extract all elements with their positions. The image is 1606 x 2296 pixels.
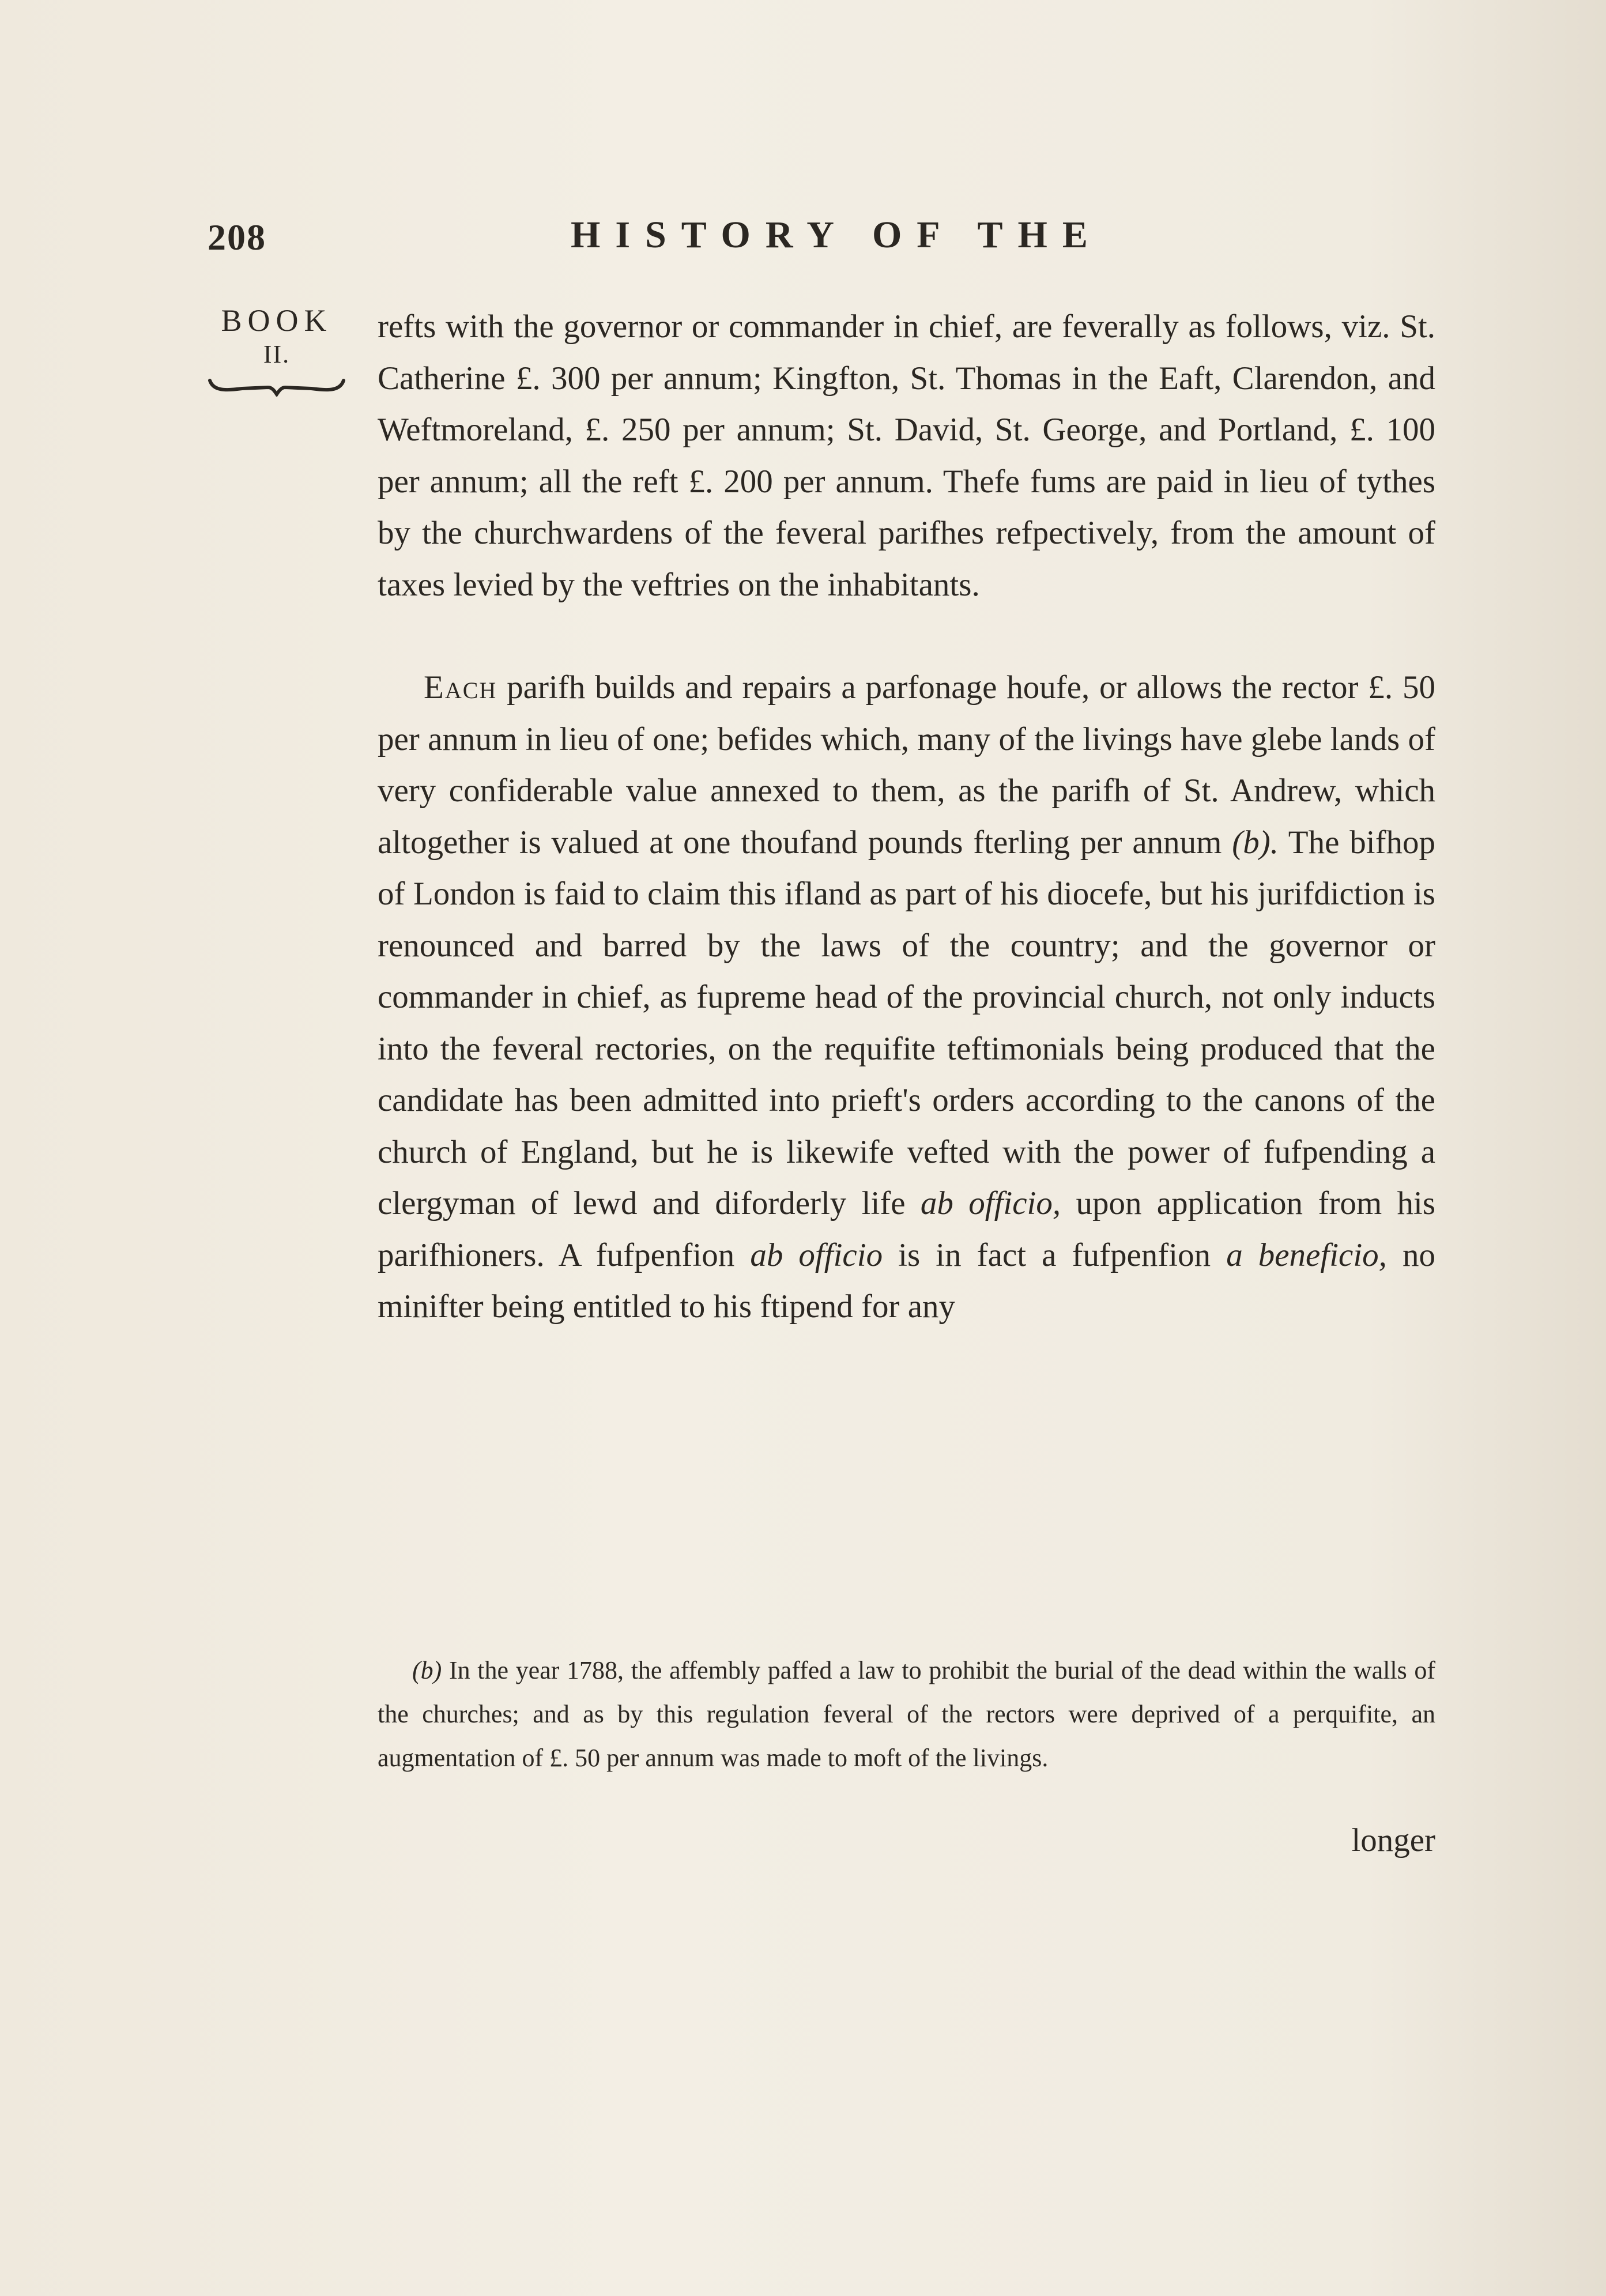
page-number: 208 (208, 217, 266, 258)
text-run: no minifter being entitled to his ftipend for any (378, 1236, 1435, 1325)
paragraph: refts with the governor or commander in chief, are feverally as follows, viz. St. Catherine £. 300 per annum; Kingfton, St. Thomas in the Eaft, Clarendon, and Weftmoreland, £. 250 per annum; St. David, St. George, and Portland, £. 100 per annum; all the reft £. 200 per annum. Thefe fums are paid in lieu of tythes by the churchwardens of the feveral parifhes refpectively, from the amount of taxes levied by the veftries on the inhabitants. (378, 308, 1435, 603)
main-text (378, 301, 1435, 1333)
running-title: HISTORY OF THE (571, 214, 1103, 256)
footnote-marker: (b) (412, 1656, 442, 1684)
latin-phrase: ab officio (750, 1236, 883, 1273)
latin-phrase: ab officio, (920, 1185, 1061, 1221)
footnote (378, 1649, 1435, 1780)
text-run: The bifhop of London is faid to claim this ifland as part of his diocefe, but his jurifdiction is renounced and barred by the laws of the country; and the governor or commander in chief, as fupreme head of the provincial church, not only inducts into the feveral rectories, on the requifite teftimonials being produced that the candidate has been admitted into prieft's orders according to the canons of the church of England, but he is likewife vefted with the power of fufpending a clergyman of lewd and diforderly life (378, 824, 1436, 1221)
footnote-text: In the year 1788, the affembly paffed a law to prohibit the burial of the dead within the walls of the churches; and as by this regulation feveral of the rectors were deprived of a perquifite, an augmentation of £. 50 per annum was made to moft of the livings. (378, 1656, 1435, 1772)
note-reference: (b). (1232, 824, 1279, 861)
book-side-label (205, 303, 349, 397)
text-run: upon application from his parifhioners. A fufpenfion (378, 1185, 1435, 1273)
paragraph (378, 662, 1435, 1333)
latin-phrase: a beneficio, (1226, 1236, 1387, 1273)
brace-ornament-icon (208, 374, 346, 397)
text-run: is in fact a fufpenfion (898, 1236, 1211, 1273)
catchword: longer (1351, 1822, 1435, 1858)
book-label: BOOK (221, 303, 333, 338)
drop-word: Each (424, 669, 497, 706)
volume-label: II. (263, 340, 291, 368)
text-run: parifh builds and repairs a parfonage houfe, or allows the rector £. 50 per annum in lieu of one; befides which, many of the livings have glebe lands of very confiderable value annexed to them, as the parifh of St. Andrew, which altogether is valued at one thoufand pounds fterling per annum (378, 669, 1436, 861)
